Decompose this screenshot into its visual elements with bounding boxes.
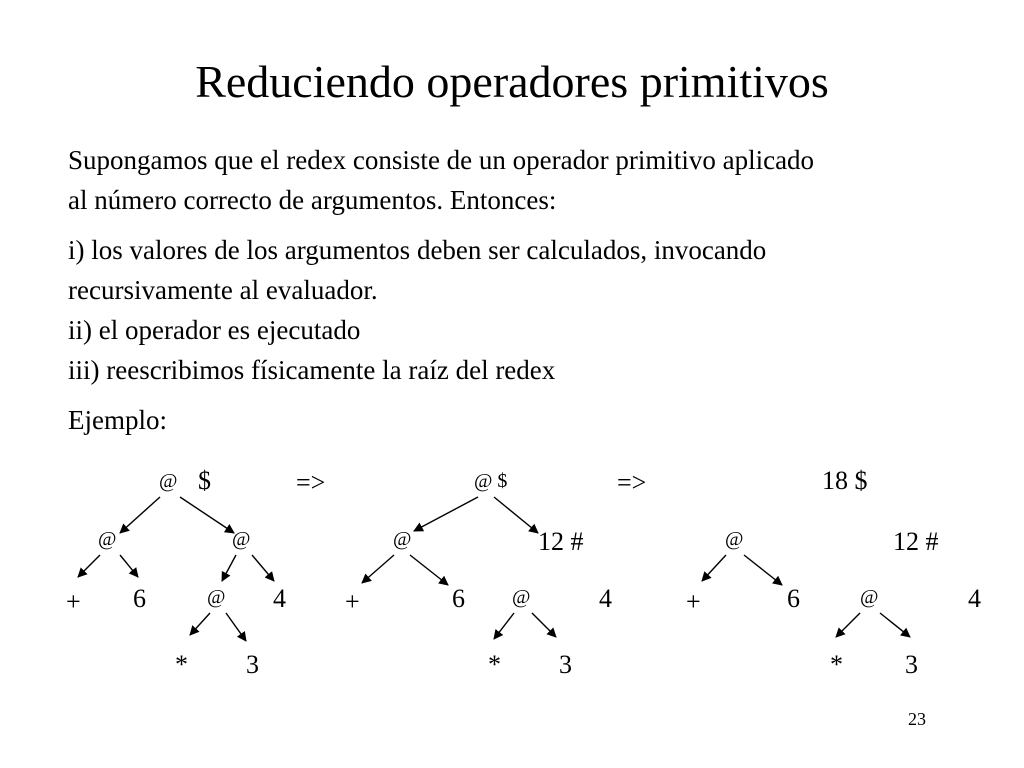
tree1-root-node: @	[159, 470, 178, 492]
tree1-six-node: 6	[133, 584, 146, 613]
tree2-left-app-node: @	[393, 528, 412, 550]
tree1-three-node: 3	[246, 650, 259, 679]
reduction-diagram	[0, 455, 1024, 695]
tree2-inner-app-node: @	[512, 586, 531, 608]
tree2-star-node: *	[488, 650, 501, 679]
intro-line: Supongamos que el redex consiste de un operador primitivo aplicado	[68, 145, 815, 175]
tree1-right-app-node: @	[232, 528, 251, 550]
reduction-arrow: =>	[296, 468, 326, 497]
tree2-four-node: 4	[599, 584, 612, 613]
edge	[362, 555, 394, 583]
step-line: iii) reescribimos físicamente la raíz del redex	[68, 355, 556, 385]
edge	[222, 555, 236, 581]
tree3-star-node: *	[830, 650, 843, 679]
edge	[410, 555, 448, 585]
tree2-result-node: 12 #	[538, 527, 584, 556]
tree3-result-node: 12 #	[893, 527, 939, 556]
step-line: ii) el operador es ejecutado	[68, 315, 361, 345]
reduction-arrow: =>	[617, 468, 647, 497]
tree1-left-app-node: @	[98, 528, 117, 550]
tree2-plus-node: +	[345, 587, 360, 616]
edge	[414, 497, 478, 531]
edge	[120, 555, 138, 577]
steps-paragraph	[68, 230, 1018, 390]
tree1-inner-app-node: @	[207, 586, 226, 608]
tree3-four-node: 4	[968, 584, 981, 613]
edge	[180, 497, 234, 533]
tree-edges	[0, 455, 1024, 695]
tree1-plus-node: +	[66, 587, 81, 616]
edge	[744, 555, 782, 585]
edge	[252, 555, 274, 581]
edge	[226, 613, 246, 641]
slide-title: Reduciendo operadores primitivos	[195, 56, 829, 107]
intro-paragraph	[68, 140, 1018, 220]
intro-line: al número correcto de argumentos. Entonces:	[68, 185, 557, 215]
tree3-plus-node: +	[686, 587, 701, 616]
step-line: i) los valores de los argumentos deben ser calculados, invocando	[68, 235, 767, 265]
tree1-four-node: 4	[273, 584, 286, 613]
edge	[494, 613, 514, 639]
tree3-three-node: 3	[905, 650, 918, 679]
tree1-star-node: *	[175, 650, 188, 679]
step-line: recursivamente al evaluador.	[68, 275, 378, 305]
tree1-root-marker: $	[198, 466, 211, 495]
slide-body	[68, 140, 1018, 450]
tree2-six-node: 6	[452, 584, 465, 613]
tree3-six-node: 6	[787, 584, 800, 613]
edge	[190, 613, 210, 635]
tree3-root-node: 18 $	[822, 466, 868, 495]
tree3-left-app-node: @	[725, 528, 744, 550]
edge	[494, 497, 538, 533]
page-number: 23	[908, 709, 926, 729]
edge	[120, 497, 160, 533]
edge	[532, 613, 556, 637]
tree3-inner-app-node: @	[860, 586, 879, 608]
edge	[78, 555, 100, 577]
tree2-root-node: @ $	[474, 470, 508, 492]
example-label	[68, 400, 1018, 440]
edge	[702, 555, 726, 581]
edge	[880, 613, 910, 637]
edge	[836, 613, 860, 637]
tree2-three-node: 3	[559, 650, 572, 679]
example-label-text: Ejemplo:	[68, 405, 167, 435]
